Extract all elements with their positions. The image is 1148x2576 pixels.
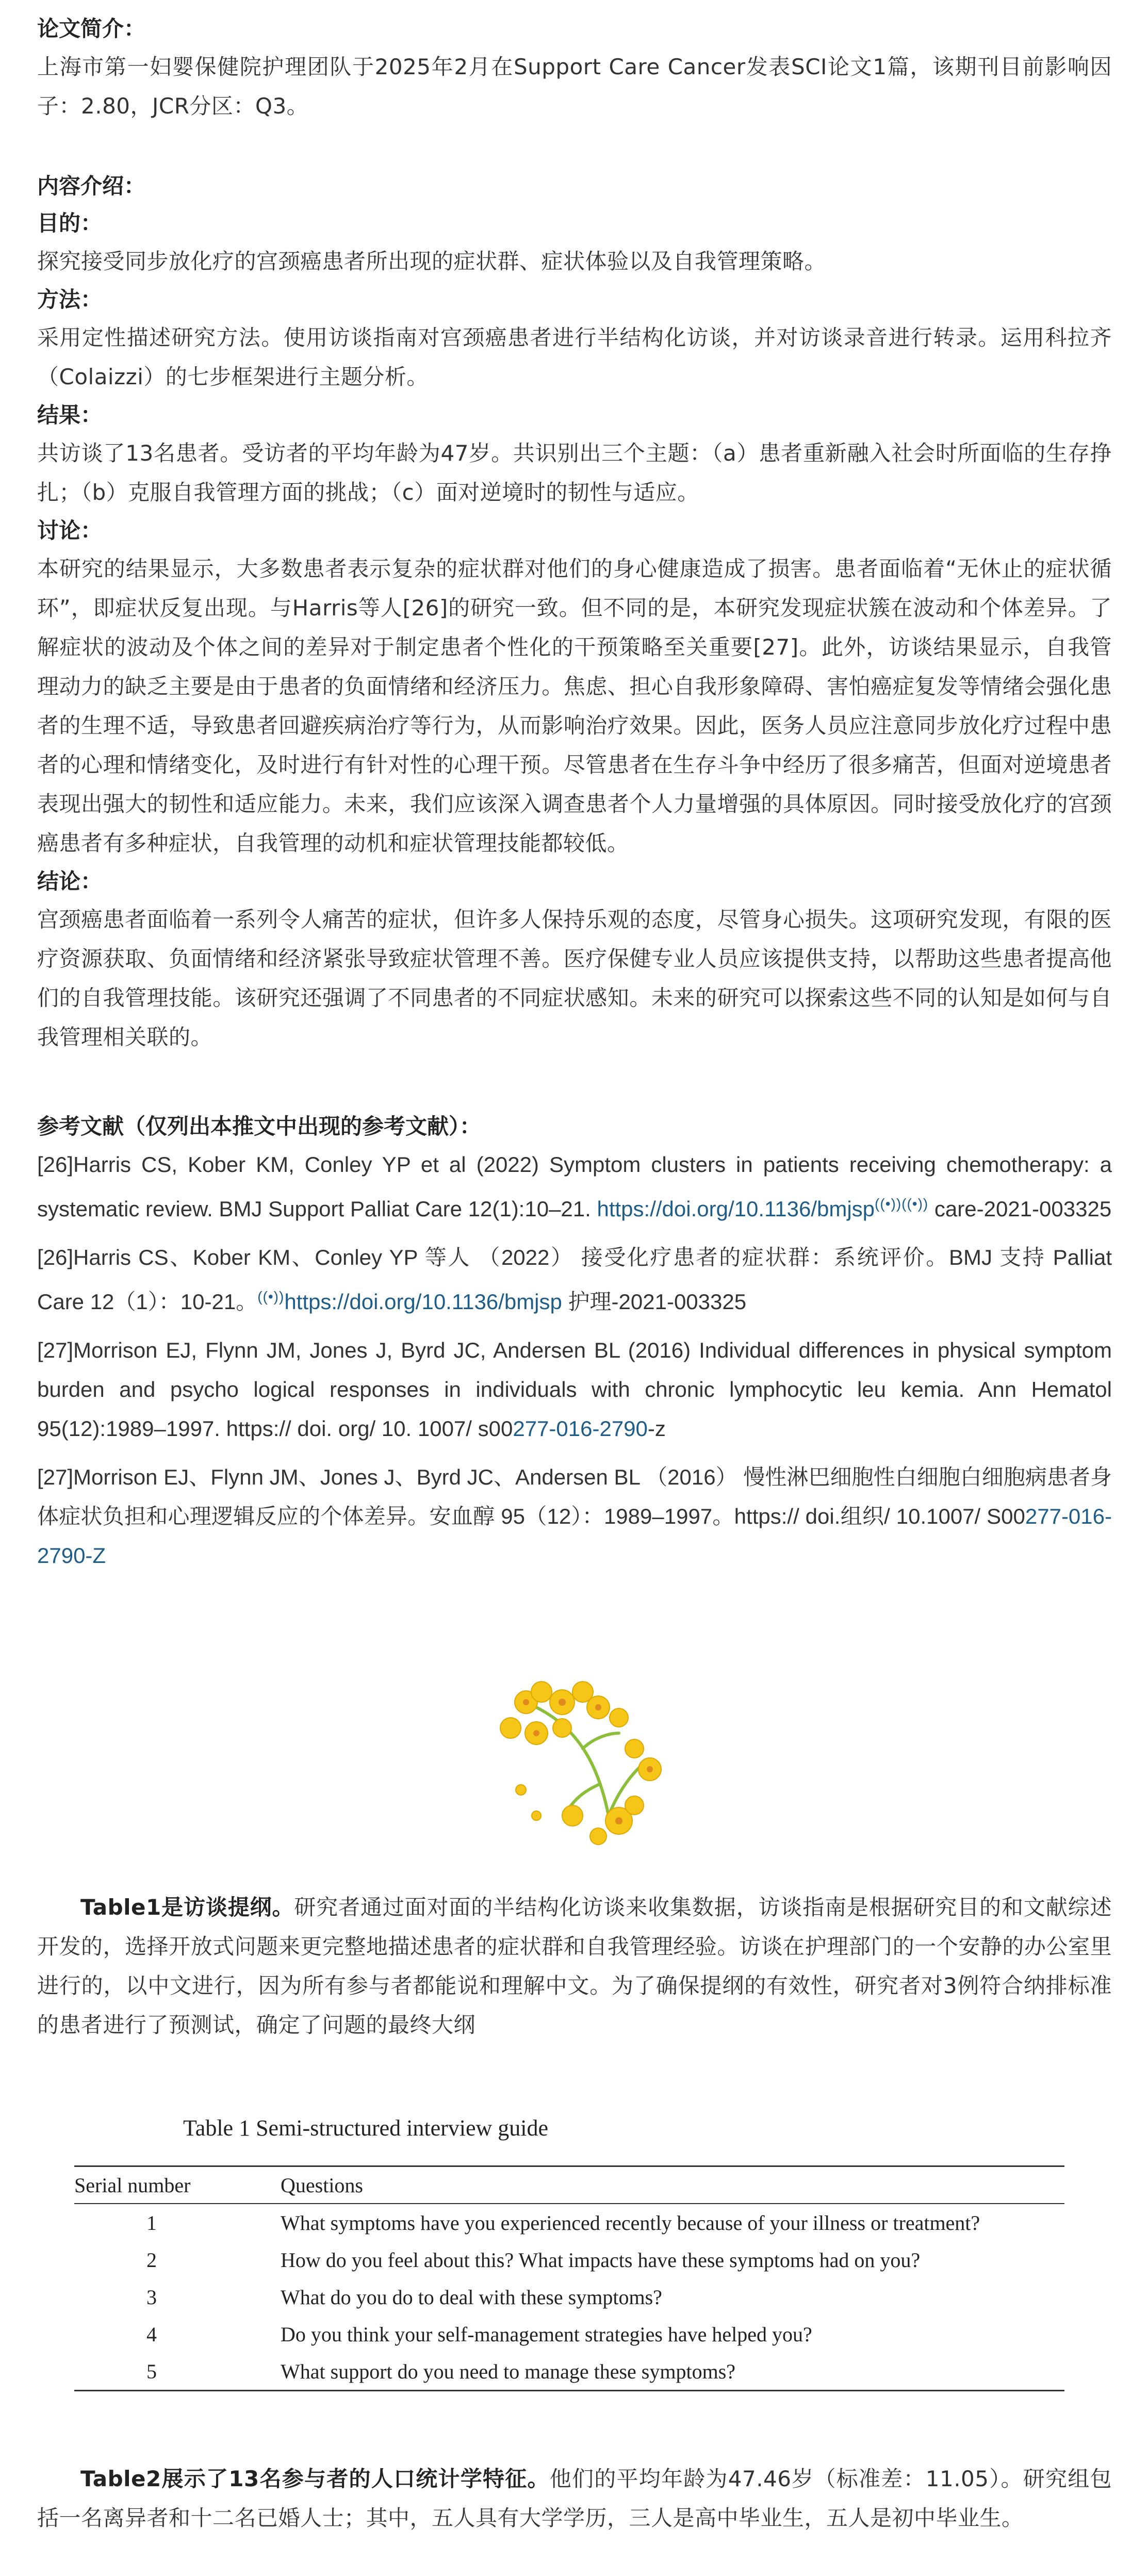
reference-tail: care-2021-003325	[928, 1197, 1112, 1221]
table1-text: 研究者通过面对面的半结构化访谈来收集数据，访谈指南是根据研究目的和文献综述开发的，选择开放式问题来更完整地描述患者的症状群和自我管理经验。访谈在护理部门的一个安静的办公室里进行的，以中文进行，因为所有参与者都能说和理解中文。为了确保提纲的有效性，研究者对3例符合纳排标准的患者进行了预测试，确定了问题的最终大纲	[37, 1895, 1112, 2037]
references-section	[37, 1108, 1112, 1575]
content-section	[37, 168, 1112, 1057]
reference-tail: 护理-2021-003325	[562, 1290, 747, 1314]
content-heading: 内容介绍：	[37, 173, 146, 199]
question-cell: What do you do to deal with these symptoms?	[281, 2285, 662, 2309]
reference-link[interactable]: https://doi.org/10.1136/bmjsp	[284, 1290, 562, 1314]
question-cell: What symptoms have you experienced recently because of your illness or treatment?	[281, 2211, 980, 2235]
audio-wave-icon: ((•))	[257, 1289, 285, 1305]
reference-item	[37, 1331, 1112, 1448]
purpose-text: 探究接受同步放化疗的宫颈癌患者所出现的症状群、症状体验以及自我管理策略。	[37, 249, 827, 274]
conclusion-text: 宫颈癌患者面临着一系列令人痛苦的症状，但许多人保持乐观的态度，尽管身心损失。这项研究发现，有限的医疗资源获取、负面情绪和经济紧张导致症状管理不善。医疗保健专业人员应该提供支持，以帮助这些患者提高他们的自我管理技能。该研究还强调了不同患者的不同症状感知。未来的研究可以探索这些不同的认知是如何与自我管理相关联的。	[37, 907, 1112, 1050]
table-row	[74, 2241, 1064, 2278]
serial-cell: 3	[146, 2285, 157, 2309]
conclusion-heading: 结论：	[37, 869, 103, 894]
flower-decoration-icon	[464, 1661, 681, 1857]
table1-lead: Table1是访谈提纲。	[80, 1895, 294, 1920]
reference-tail: -z	[647, 1416, 666, 1441]
reference-item	[37, 1458, 1112, 1575]
reference-link[interactable]: https://doi.org/10.1136/bmjsp	[597, 1197, 875, 1221]
reference-item	[37, 1238, 1112, 1322]
serial-cell: 1	[146, 2211, 157, 2235]
reference-text: [26]Harris CS, Kober KM, Conley YP et al (2022) Symptom clusters in patients receiving chemotherapy: a systematic review. BMJ Support Palliat Care 12(1):10–21.	[37, 1152, 1112, 1221]
discussion-heading: 讨论：	[37, 518, 103, 543]
table2-description	[37, 2459, 1112, 2538]
column-header-serial: Serial number	[74, 2166, 281, 2204]
audio-wave-icon: ((•))((•))	[875, 1196, 929, 1212]
table-header-row	[74, 2166, 1064, 2204]
table-row	[74, 2316, 1064, 2353]
serial-cell: 4	[146, 2322, 157, 2346]
intro-text: 上海市第一妇婴保健院护理团队于2025年2月在Support Care Cancer发表SCI论文1篇，该期刊目前影响因子：2.80，JCR分区：Q3。	[37, 54, 1112, 119]
reference-text: [27]Morrison EJ、Flynn JM、Jones J、Byrd JC、Andersen BL （2016） 慢性淋巴细胞性白细胞白细胞病患者身体症状负担和心理逻辑反应的个体差异。安血醇 95（12）：1989–1997。https:// doi.组织/ 10.1007/ S00	[37, 1465, 1112, 1528]
table1-title: Table 1 Semi-structured interview guide	[183, 2115, 549, 2141]
question-cell: Do you think your self-management strategies have helped you?	[281, 2322, 812, 2346]
reference-link[interactable]: 277-016-2790-Z	[37, 1504, 1112, 1568]
table2-text: 他们的平均年龄为47.46岁（标准差：11.05）。研究组包括一名离异者和十二名已婚人士；其中，五人具有大学学历，三人是高中毕业生，五人是初中毕业生。	[37, 2466, 1112, 2531]
table1-description	[37, 1888, 1112, 2045]
table-row	[74, 2204, 1064, 2241]
methods-text: 采用定性描述研究方法。使用访谈指南对宫颈癌患者进行半结构化访谈，并对访谈录音进行转录。运用科拉齐（Colaizzi）的七步框架进行主题分析。	[37, 325, 1112, 389]
intro-heading: 论文简介：	[37, 16, 146, 41]
table2-lead: Table2展示了13名参与者的人口统计学特征。	[80, 2466, 550, 2491]
discussion-text: 本研究的结果显示，大多数患者表示复杂的症状群对他们的身心健康造成了损害。患者面临着“无休止的症状循环”，即症状反复出现。与Harris等人[26]的研究一致。但不同的是，本研究发现症状簇在波动和个体差异。了解症状的波动及个体之间的差异对于制定患者个性化的干预策略至关重要[27]。此外，访谈结果显示，自我管理动力的缺乏主要是由于患者的负面情绪和经济压力。焦虑、担心自我形象障碍、害怕癌症复发等情绪会强化患者的生理不适，导致患者回避疾病治疗等行为，从而影响治疗效果。因此，医务人员应注意同步放化疗过程中患者的心理和情绪变化，及时进行有针对性的心理干预。尽管患者在生存斗争中经历了很多痛苦，但面对逆境患者表现出强大的韧性和适应能力。未来，我们应该深入调查患者个人力量增强的具体原因。同时接受放化疗的宫颈癌患者有多种症状，自我管理的动机和症状管理技能都较低。	[37, 556, 1112, 856]
results-text: 共访谈了13名患者。受访者的平均年龄为47岁。共识别出三个主题：（a）患者重新融入社会时所面临的生存挣扎；（b）克服自我管理方面的挑战；（c）面对逆境时的韧性与适应。	[37, 441, 1112, 505]
reference-link[interactable]: 277-016-2790	[513, 1416, 648, 1441]
question-cell: What support do you need to manage these symptoms?	[281, 2353, 1064, 2391]
purpose-heading: 目的：	[37, 210, 103, 236]
reference-text: [26]Harris CS、Kober KM、Conley YP 等人 （2022） 接受化疗患者的症状群：系统评价。BMJ 支持 Palliat Care 12（1）：10-21。	[37, 1245, 1112, 1314]
methods-heading: 方法：	[37, 287, 103, 312]
table-row	[74, 2278, 1064, 2316]
table1-paragraph	[37, 1888, 1112, 2045]
reference-text: [27]Morrison EJ, Flynn JM, Jones J, Byrd JC, Andersen BL (2016) Individual differences in physical symptom burden and psycho logical responses in individuals with chronic lymphocytic leu kemia. Ann Hematol 95(12):1989–1997. https:// doi. org/ 10. 1007/ s00	[37, 1338, 1112, 1441]
interview-guide-table	[74, 2165, 1064, 2391]
serial-cell: 5	[146, 2359, 157, 2383]
table2-paragraph	[37, 2459, 1112, 2538]
references-heading: 参考文献（仅列出本推文中出现的参考文献）：	[37, 1114, 482, 1139]
table-row	[74, 2353, 1064, 2391]
intro-section	[37, 10, 1112, 126]
serial-cell: 2	[146, 2248, 157, 2272]
question-cell: How do you feel about this? What impacts have these symptoms had on you?	[281, 2248, 921, 2272]
column-header-questions: Questions	[281, 2166, 1064, 2204]
results-heading: 结果：	[37, 402, 103, 428]
reference-item	[37, 1145, 1112, 1229]
